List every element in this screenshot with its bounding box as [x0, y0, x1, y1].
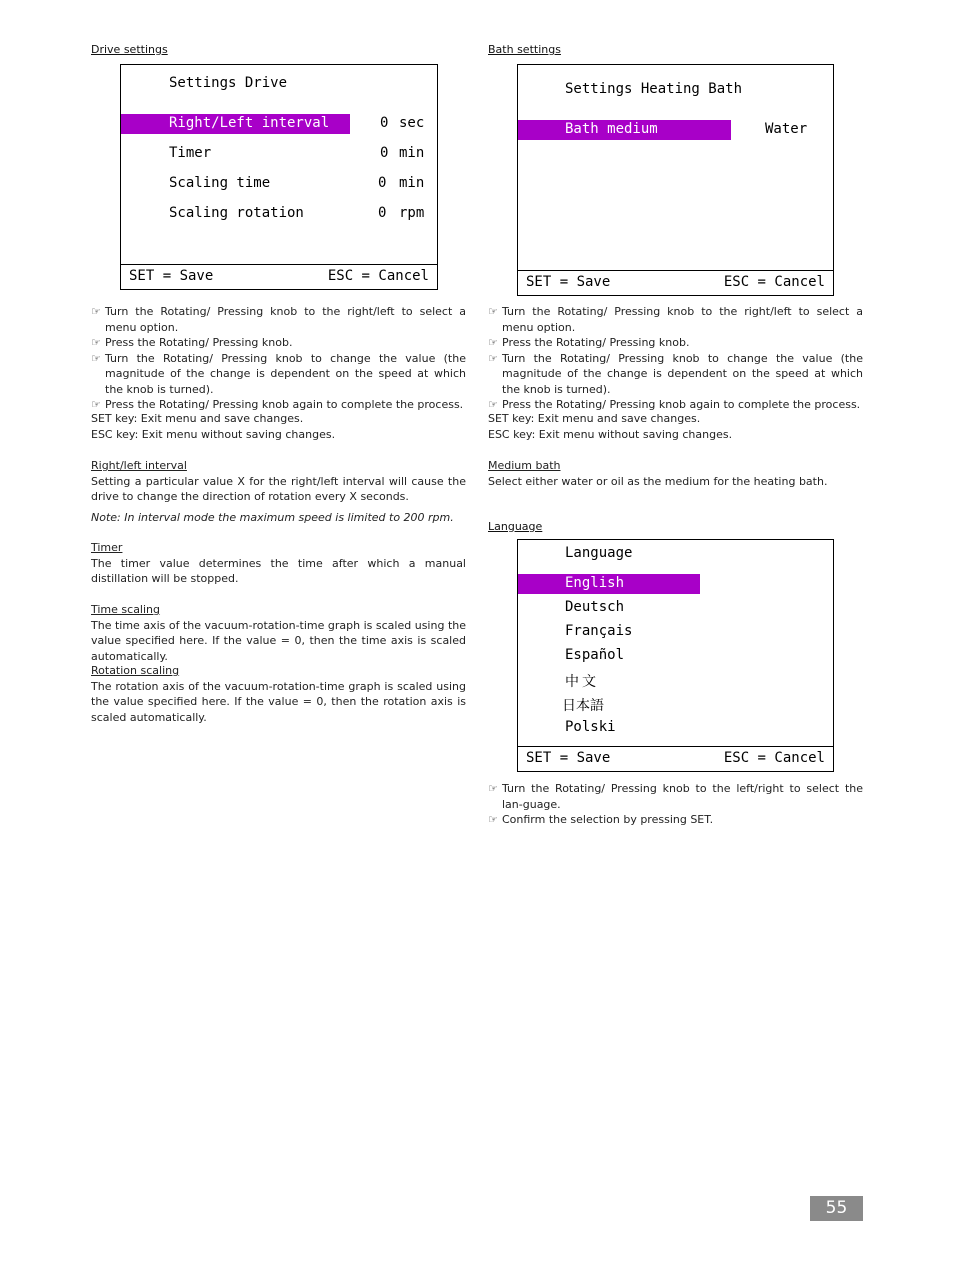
screen-footer — [518, 746, 833, 771]
menu-row-timer[interactable] — [121, 144, 437, 164]
pointing-hand-icon: ☞ — [488, 336, 498, 349]
section-body: The timer value determines the time after which a manual distillation will be stopped. — [91, 556, 466, 585]
timer-section — [91, 540, 466, 587]
section-title: Rotation scaling — [91, 664, 180, 677]
screen-title: Settings Drive — [169, 75, 288, 91]
instruction-item: ☞ Press the Rotating/ Pressing knob. — [91, 336, 293, 349]
row-value: 0 — [378, 205, 387, 221]
row-label: Bath medium — [565, 121, 658, 137]
esc-key-text: ESC key: Exit menu without saving changes. — [91, 427, 336, 441]
language-option-francais[interactable] — [518, 622, 833, 642]
option-label: Français — [565, 623, 633, 639]
section-title: Right/left interval — [91, 459, 187, 472]
menu-row-scaling-rotation[interactable] — [121, 204, 437, 224]
drive-keys — [91, 411, 466, 442]
pointing-hand-icon: ☞ — [488, 782, 498, 795]
right-left-interval-section — [91, 458, 466, 525]
set-key-text: SET key: Exit menu and save changes. — [488, 412, 701, 425]
language-screen — [517, 539, 834, 772]
instruction-item: ☞ Turn the Rotating/ Pressing knob to the left/right to select the lan-guage. — [488, 782, 863, 811]
option-label: 日本語 — [562, 698, 604, 714]
bath-settings-screen — [517, 64, 834, 296]
section-body: The time axis of the vacuum-rotation-time graph is scaled using the value specified here. If the value = 0, then the time axis is scaled automatically. — [91, 618, 466, 663]
esc-cancel-label: ESC = Cancel — [723, 274, 825, 290]
menu-row-bath-medium[interactable] — [518, 120, 833, 140]
instruction-item: ☞ Turn the Rotating/ Pressing knob to change the value (the magnitude of the change is dependent on the speed at which the knob is turned). — [91, 351, 466, 396]
esc-cancel-label: ESC = Cancel — [723, 750, 825, 766]
screen-title: Language — [565, 545, 633, 561]
section-title: Medium bath — [488, 459, 561, 472]
option-label: Deutsch — [565, 599, 625, 615]
instruction-item: ☞ Turn the Rotating/ Pressing knob to the right/left to select a menu option. — [91, 305, 466, 334]
language-option-japanese[interactable] — [518, 694, 833, 714]
menu-row-scaling-time[interactable] — [121, 174, 437, 194]
row-unit: min — [399, 145, 425, 161]
row-unit: rpm — [399, 205, 425, 221]
esc-cancel-label: ESC = Cancel — [327, 268, 429, 284]
section-body: The rotation axis of the vacuum-rotation-time graph is scaled using the value specified here. If the value = 0, then the rotation axis is scaled automatically. — [91, 679, 466, 724]
bath-instructions — [488, 304, 863, 413]
row-value: 0 — [378, 175, 387, 191]
bath-keys — [488, 411, 863, 442]
row-label: Scaling time — [169, 175, 271, 191]
screen-footer — [518, 270, 833, 295]
pointing-hand-icon: ☞ — [488, 398, 498, 411]
time-scaling-section — [91, 602, 466, 664]
section-title: Time scaling — [91, 603, 161, 616]
row-label: Timer — [169, 145, 212, 161]
pointing-hand-icon: ☞ — [488, 351, 498, 365]
section-note: Note: In interval mode the maximum speed is limited to 200 rpm. — [91, 510, 454, 524]
set-save-label: SET = Save — [129, 268, 214, 284]
language-option-english[interactable] — [518, 574, 833, 594]
drive-instructions — [91, 304, 466, 413]
row-label: Scaling rotation — [169, 205, 304, 221]
pointing-hand-icon: ☞ — [91, 305, 101, 318]
language-option-chinese[interactable] — [518, 670, 833, 690]
row-value: 0 — [380, 115, 389, 131]
pointing-hand-icon: ☞ — [488, 813, 498, 826]
bath-settings-heading: Bath settings — [488, 43, 561, 56]
rotation-scaling-section — [91, 663, 466, 725]
screen-footer — [121, 264, 437, 289]
instruction-item: ☞ Turn the Rotating/ Pressing knob to change the value (the magnitude of the change is dependent on the speed at which the knob is turned). — [488, 351, 863, 396]
instruction-item: ☞ Press the Rotating/ Pressing knob. — [488, 336, 690, 349]
set-save-label: SET = Save — [526, 750, 611, 766]
language-option-polski[interactable] — [518, 718, 833, 738]
pointing-hand-icon: ☞ — [91, 351, 101, 365]
row-unit: min — [399, 175, 425, 191]
drive-settings-heading: Drive settings — [91, 43, 168, 56]
instruction-item: ☞ Press the Rotating/ Pressing knob again to complete the process. — [91, 398, 464, 411]
set-save-label: SET = Save — [526, 274, 611, 290]
instruction-item: ☞ Confirm the selection by pressing SET. — [488, 813, 714, 826]
option-label: English — [565, 575, 625, 591]
instruction-item: ☞ Turn the Rotating/ Pressing knob to the right/left to select a menu option. — [488, 305, 863, 334]
pointing-hand-icon: ☞ — [488, 305, 498, 318]
row-value: Water — [765, 121, 808, 137]
esc-key-text: ESC key: Exit menu without saving changes. — [488, 427, 733, 441]
page-number: 55 — [810, 1196, 863, 1221]
medium-bath-section — [488, 458, 863, 489]
row-unit: sec — [399, 115, 425, 131]
section-body: Select either water or oil as the medium for the heating bath. — [488, 474, 828, 488]
drive-settings-screen — [120, 64, 438, 290]
menu-row-right-left-interval[interactable] — [121, 114, 437, 134]
language-option-deutsch[interactable] — [518, 598, 833, 618]
option-label: 中文 — [565, 674, 599, 690]
language-option-espanol[interactable] — [518, 646, 833, 666]
set-key-text: SET key: Exit menu and save changes. — [91, 412, 304, 425]
pointing-hand-icon: ☞ — [91, 398, 101, 411]
language-heading: Language — [488, 520, 543, 533]
option-label: Español — [565, 647, 625, 663]
screen-title: Settings Heating Bath — [565, 81, 743, 97]
language-instructions — [488, 781, 863, 828]
section-body: Setting a particular value X for the right/left interval will cause the drive to change the direction of rotation every X seconds. — [91, 474, 466, 503]
row-label: Right/Left interval — [169, 115, 330, 131]
row-value: 0 — [380, 145, 389, 161]
instruction-item: ☞ Press the Rotating/ Pressing knob again to complete the process. — [488, 398, 861, 411]
option-label: Polski — [565, 719, 616, 735]
section-title: Timer — [91, 541, 123, 554]
pointing-hand-icon: ☞ — [91, 336, 101, 349]
